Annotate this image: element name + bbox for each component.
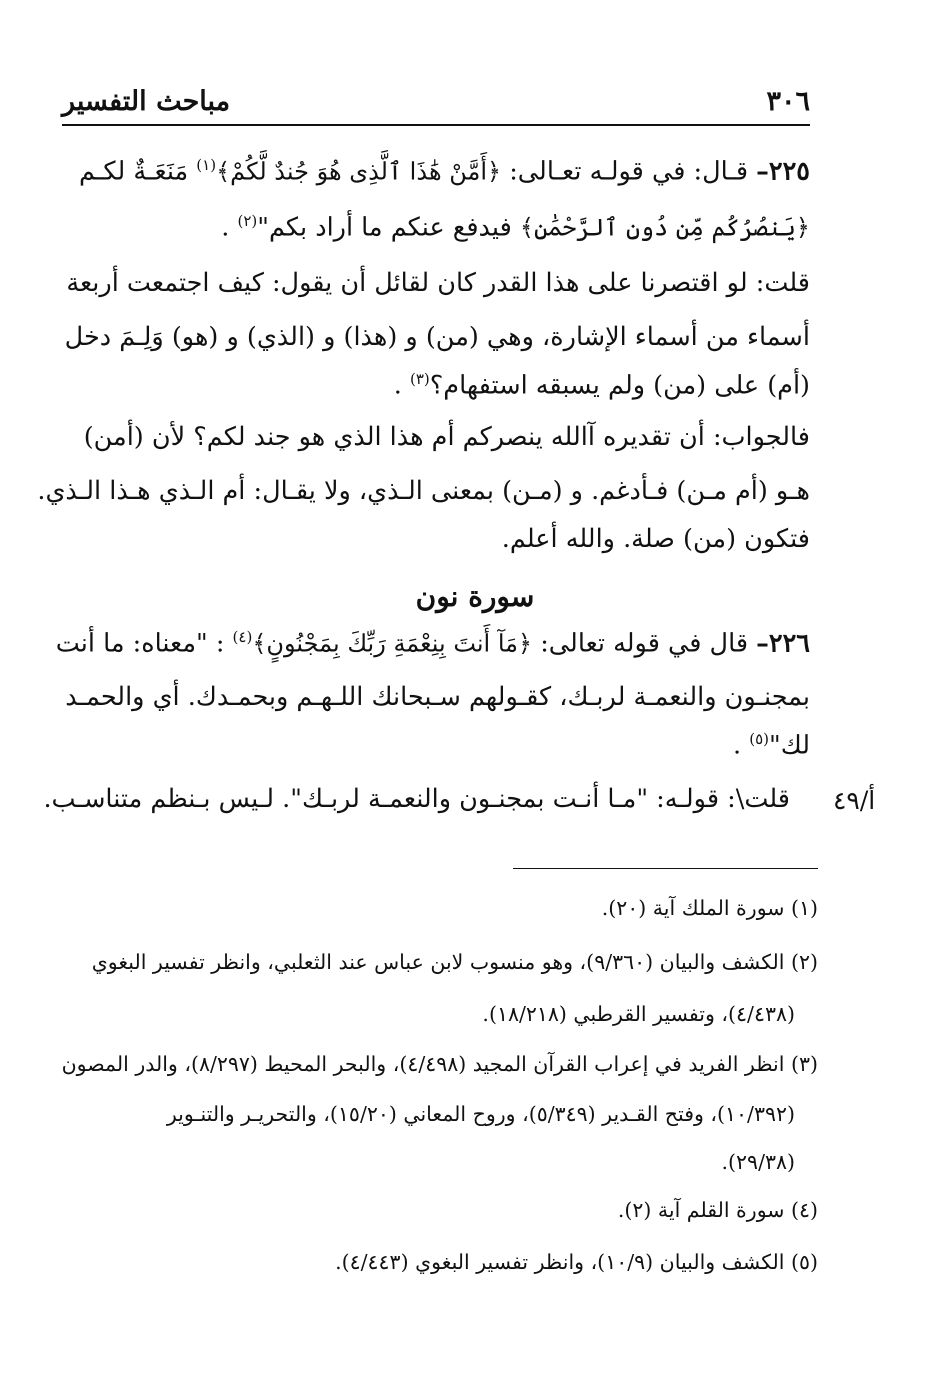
- footnote-line: (٥) الكشف والبيان (١٠/٩)، وانظر تفسير البغوي (٤/٤٤٣).: [335, 1250, 818, 1274]
- manuscript-folio-ref: أ/٤٩: [833, 786, 876, 815]
- footnote-line: (١٠/٣٩٢)، وفتح القـدير (٥/٣٤٩)، وروح المعاني (١٥/٢٠)، والتحريـر والتنـوير: [166, 1102, 795, 1126]
- p226-intro: قال في قوله تعالى:: [540, 628, 749, 659]
- p225-line1-end: مَنَعَـةٌ لكـم: [78, 156, 189, 187]
- qultu2-line: قلت\: قولـه: "مـا أنـت بمجنـون والنعمـة لربـك". لـيس بـنظم متناسـب.: [43, 784, 790, 814]
- footnote-marker-1: (١): [196, 156, 217, 174]
- footnote-line: (٤/٤٣٨)، وتفسير القرطبي (١٨/٢١٨).: [482, 1002, 795, 1026]
- p226-line-3: [733, 730, 810, 761]
- p225-intro: قـال: في قولـه تعـالى:: [509, 156, 749, 187]
- period: .: [393, 370, 402, 401]
- p225-line2-end: فيدفع عنكم ما أراد بكم": [257, 212, 512, 243]
- footnote-line: (٢٩/٣٨).: [721, 1150, 795, 1174]
- footnote-marker-4: (٤): [232, 628, 253, 646]
- p225-line-2: [221, 212, 810, 243]
- entry-number-225: ٢٢٥–: [756, 156, 810, 187]
- quran-verse-1: ﴿أَمَّنْ هَٰذَا ٱلَّذِى هُوَ جُندٌ لَّكُمْ﴾: [216, 157, 502, 186]
- footnote-marker-5: (٥): [749, 730, 769, 748]
- quran-verse-3: ﴿مَآ أَنتَ بِنِعْمَةِ رَبِّكَ بِمَجْنُونٍ﴾: [252, 629, 533, 658]
- jawab-line-3: فتكون (من) صلة. والله أعلم.: [501, 524, 810, 554]
- period: .: [733, 730, 742, 761]
- footnote-line: (٣) انظر الفريد في إعراب القرآن المجيد (٤/٤٩٨)، والبحر المحيط (٨/٢٩٧)، والدر المصون: [61, 1052, 818, 1076]
- footnote-marker-2: (٢): [237, 212, 258, 230]
- p226-line-1: [56, 628, 810, 659]
- qultu-line-3: [394, 370, 810, 401]
- qultu-line-2: أسماء من أسماء الإشارة، وهي (من) و (هذا) و (الذي) و (هو) وَلِـمَ دخل: [64, 322, 810, 352]
- running-title: مباحث التفسير: [62, 86, 231, 117]
- p226-line3-text: لك": [769, 730, 810, 761]
- p225-line-1: [79, 156, 810, 187]
- p226-line1-end: : "معناه: ما أنت: [55, 628, 225, 659]
- jawab-line-1: فالجواب: أن تقديره آالله ينصركم أم هذا الذي هو جند لكم؟ لأن (أمن): [83, 422, 810, 452]
- jawab-line-2: هـو (أم مـن) فـأدغم. و (مـن) بمعنى الـذي، ولا يقـال: أم الـذي هـذا الـذي.: [37, 476, 810, 506]
- footnote-line: (٢) الكشف والبيان (٩/٣٦٠)، وهو منسوب لابن عباس عند الثعلبي، وانظر تفسير البغوي: [91, 950, 818, 974]
- entry-number-226: ٢٢٦–: [756, 628, 810, 659]
- quran-verse-2: ﴿يَنصُرُكُم مِّن دُونِ ٱلرَّحْمَٰنِ﴾: [519, 213, 810, 242]
- qultu-line3-text: (أم) على (من) ولم يسبقه استفهام؟: [429, 370, 810, 401]
- p226-line-2: بمجنـون والنعمـة لربـك، كقـولهم سـبحانك اللـهـم وبحمـدك. أي والحمـد: [65, 682, 810, 712]
- footnote-line: (١) سورة الملك آية (٢٠).: [601, 896, 818, 920]
- running-header: [62, 80, 810, 126]
- page-number: ٣٠٦: [766, 86, 810, 117]
- period: .: [221, 212, 230, 243]
- surah-heading: سورة نون: [415, 580, 535, 613]
- qultu-line-1: قلت: لو اقتصرنا على هذا القدر كان لقائل أن يقول: كيف اجتمعت أربعة: [66, 268, 810, 298]
- footnote-separator: [513, 868, 818, 869]
- footnote-line: (٤) سورة القلم آية (٢).: [617, 1198, 818, 1222]
- footnote-marker-3: (٣): [409, 370, 430, 388]
